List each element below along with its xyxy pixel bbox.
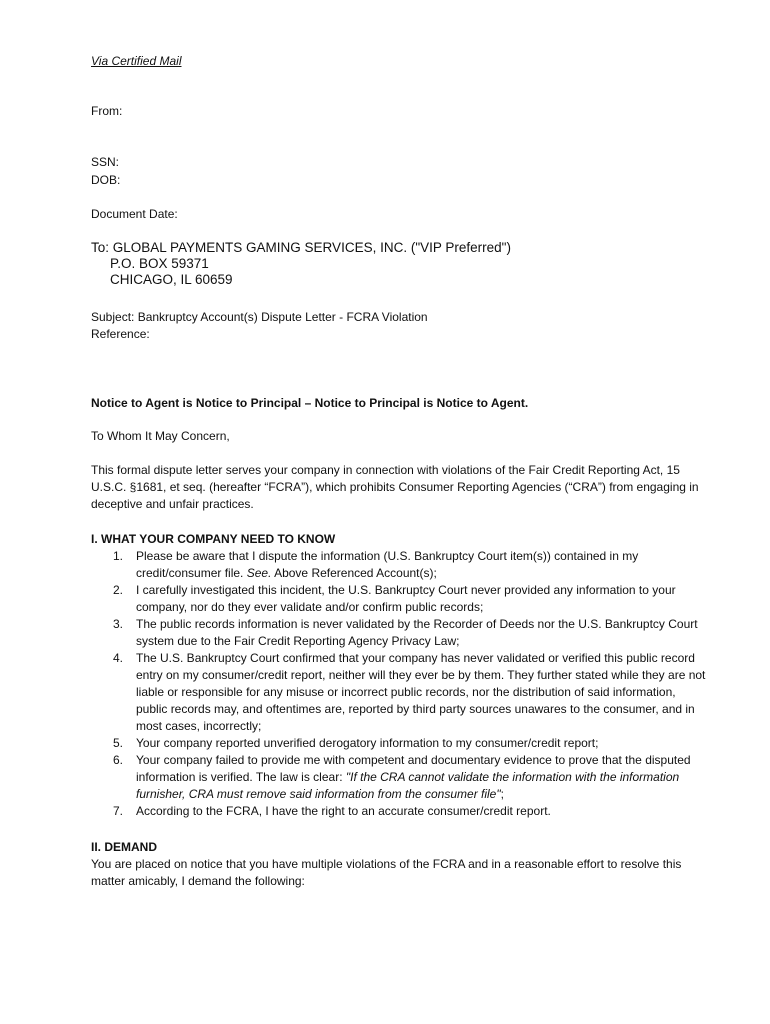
list-item: 6. Your company failed to provide me with competent and documentary evidence to prove that the disputed information is verified. The law is clear: "If the CRA cannot validate the information with the information furnisher, CRA must remove said information from the consumer file"; bbox=[113, 753, 691, 801]
dispute-list bbox=[91, 548, 710, 820]
intro-paragraph: This formal dispute letter serves your company in connection with violations of the Fair Credit Reporting Act, 15 U.S.C. §1681, et seq. (hereafter “FCRA”), which prohibits Consumer Reporting Agencies (“CRA”) from engaging in deceptive and unfair practices. bbox=[91, 463, 699, 511]
list-item: 7. According to the FCRA, I have the right to an accurate consumer/credit report. bbox=[113, 804, 551, 818]
recipient-address bbox=[91, 240, 710, 288]
recipient-line-2: P.O. BOX 59371 bbox=[110, 256, 209, 271]
list-item: 4. The U.S. Bankruptcy Court confirmed that your company has never validated or verified this public record entry on my consumer/credit report, neither will they ever be by them. They further stated while they are not liable or responsible for any misuse or incorrect public records, nor the distribution of said information, public records may, and oftentimes are, reported by third party sources unawares to the consumer, and in most cases, incorrectly; bbox=[113, 651, 706, 733]
recipient-line-3: CHICAGO, IL 60659 bbox=[110, 272, 233, 287]
subject-line: Subject: Bankruptcy Account(s) Dispute Letter - FCRA Violation bbox=[91, 310, 428, 324]
demand-paragraph: You are placed on notice that you have multiple violations of the FCRA and in a reasonable effort to resolve this matter amicably, I demand the following: bbox=[91, 857, 682, 888]
ssn-label: SSN: bbox=[91, 155, 120, 169]
document-date-label: Document Date: bbox=[91, 207, 178, 221]
list-item: 5. Your company reported unverified derogatory information to my consumer/credit report; bbox=[113, 736, 599, 750]
reference-label: Reference: bbox=[91, 327, 150, 341]
section-1 bbox=[91, 531, 710, 820]
list-item: 1. Please be aware that I dispute the information (U.S. Bankruptcy Court item(s)) contained in my credit/consumer file. See. Above Referenced Account(s); bbox=[113, 549, 639, 580]
notice-heading: Notice to Agent is Notice to Principal – Notice to Principal is Notice to Agent. bbox=[91, 396, 529, 410]
section-2-heading: II. DEMAND bbox=[91, 840, 157, 854]
via-certified-mail: Via Certified Mail bbox=[91, 54, 182, 68]
dob-label: DOB: bbox=[91, 173, 121, 187]
list-item: 3. The public records information is never validated by the Recorder of Deeds nor the U.S. Bankruptcy Court system due to the Fair Credit Reporting Agency Privacy Law; bbox=[113, 617, 698, 648]
from-label: From: bbox=[91, 104, 123, 118]
section-1-heading: I. WHAT YOUR COMPANY NEED TO KNOW bbox=[91, 532, 336, 546]
salutation: To Whom It May Concern, bbox=[91, 429, 230, 443]
recipient-line-1: To: GLOBAL PAYMENTS GAMING SERVICES, INC. ("VIP Preferred") bbox=[91, 240, 511, 255]
list-item: 2. I carefully investigated this incident, the U.S. Bankruptcy Court never provided any information to your company, nor do they ever validate and/or confirm public records; bbox=[113, 583, 676, 614]
